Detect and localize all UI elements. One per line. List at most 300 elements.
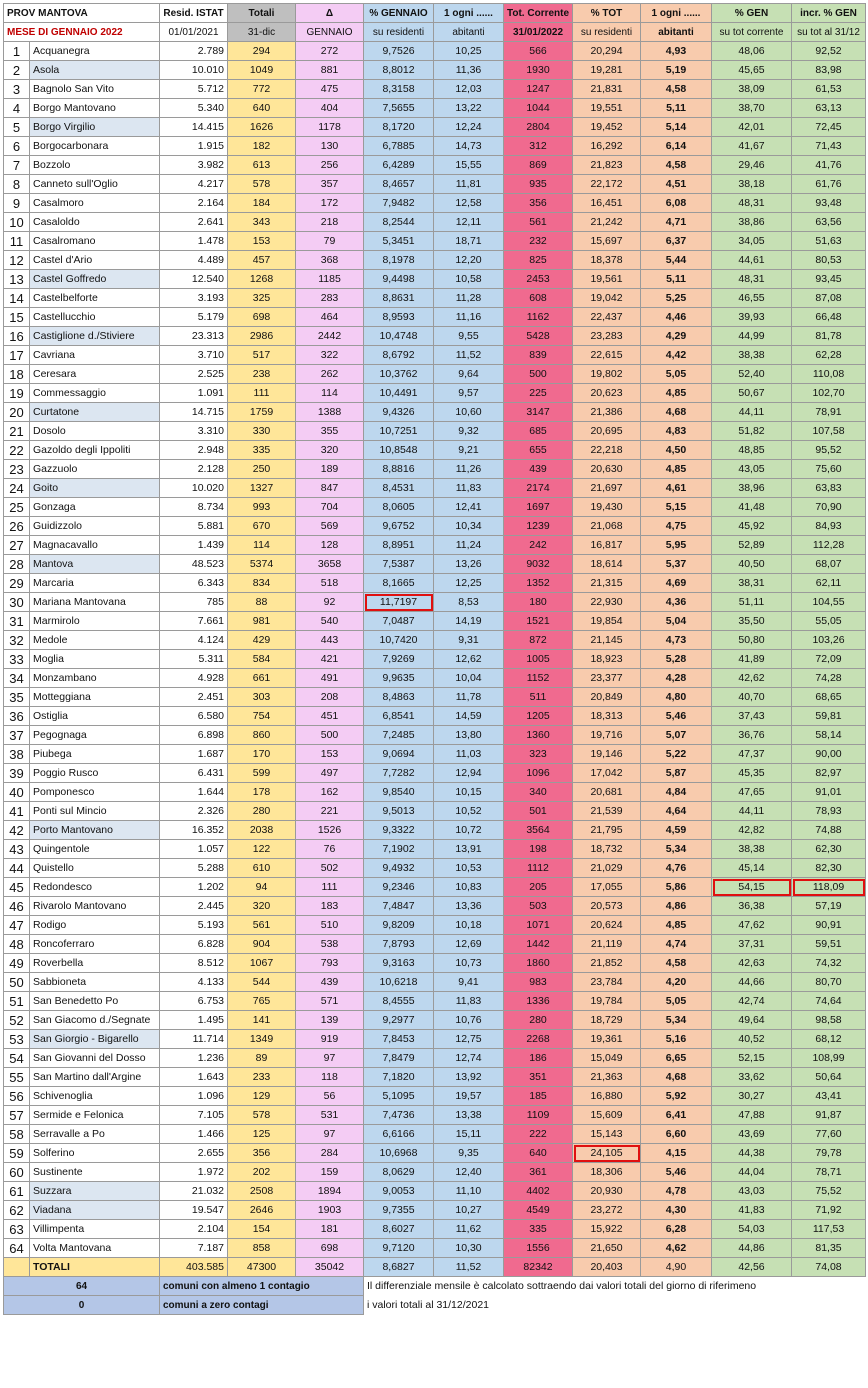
delta-gennaio: 464 <box>296 308 364 327</box>
pct-gen: 48,85 <box>712 441 792 460</box>
residents: 1.202 <box>160 878 228 897</box>
table-row <box>4 1030 866 1049</box>
row-number: 39 <box>4 764 30 783</box>
comune-name: Porto Mantovano <box>30 821 160 840</box>
totali-31dic: 1049 <box>228 61 296 80</box>
table-row <box>4 289 866 308</box>
uno-ogni-tot: 5,34 <box>641 1011 712 1030</box>
table-row <box>4 175 866 194</box>
totali-31dic: 325 <box>228 289 296 308</box>
comune-name: Castel Goffredo <box>30 270 160 289</box>
residents: 11.714 <box>160 1030 228 1049</box>
table-row <box>4 897 866 916</box>
pct-gennaio: 9,2346 <box>364 878 434 897</box>
uno-ogni-gennaio: 9,21 <box>434 441 504 460</box>
table-row <box>4 536 866 555</box>
uno-ogni-tot: 5,14 <box>641 118 712 137</box>
uno-ogni-tot: 4,64 <box>641 802 712 821</box>
tot-corrente: 1239 <box>504 517 573 536</box>
col-sub: 31-dic <box>228 23 296 42</box>
comune-name: Roverbella <box>30 954 160 973</box>
comune-name: Monzambano <box>30 669 160 688</box>
uno-ogni-gennaio: 11,16 <box>434 308 504 327</box>
delta-gennaio: 256 <box>296 156 364 175</box>
incr-pct-gen: 118,09 <box>792 878 866 897</box>
tot-corrente: 1109 <box>504 1106 573 1125</box>
pct-gen: 49,64 <box>712 1011 792 1030</box>
pct-gennaio: 9,3163 <box>364 954 434 973</box>
totali-31dic: 2646 <box>228 1201 296 1220</box>
tot-corrente: 280 <box>504 1011 573 1030</box>
residents: 8.734 <box>160 498 228 517</box>
uno-ogni-tot: 5,87 <box>641 764 712 783</box>
incr-pct-gen: 74,32 <box>792 954 866 973</box>
totali-31dic: 238 <box>228 365 296 384</box>
totali-31dic: 561 <box>228 916 296 935</box>
uno-ogni-tot: 4,36 <box>641 593 712 612</box>
delta-gennaio: 2442 <box>296 327 364 346</box>
totali-31dic: 94 <box>228 878 296 897</box>
pct-tot: 15,049 <box>573 1049 641 1068</box>
row-number: 16 <box>4 327 30 346</box>
pct-tot: 16,292 <box>573 137 641 156</box>
residents: 1.466 <box>160 1125 228 1144</box>
table-row <box>4 726 866 745</box>
pct-tot: 17,042 <box>573 764 641 783</box>
tot-corrente: 501 <box>504 802 573 821</box>
pct-tot: 20,624 <box>573 916 641 935</box>
table-row <box>4 251 866 270</box>
row-number: 35 <box>4 688 30 707</box>
pct-tot: 20,623 <box>573 384 641 403</box>
pct-gennaio: 8,4863 <box>364 688 434 707</box>
pct-gen: 43,05 <box>712 460 792 479</box>
tot-corrente: 222 <box>504 1125 573 1144</box>
table-row <box>4 346 866 365</box>
comune-name: Asola <box>30 61 160 80</box>
uno-ogni-tot: 5,86 <box>641 878 712 897</box>
pct-gen: 44,38 <box>712 1144 792 1163</box>
row-number: 49 <box>4 954 30 973</box>
pct-tot: 19,281 <box>573 61 641 80</box>
pct-gen: 36,38 <box>712 897 792 916</box>
pct-tot: 19,784 <box>573 992 641 1011</box>
incr-pct-gen: 87,08 <box>792 289 866 308</box>
tot-corrente: 1930 <box>504 61 573 80</box>
uno-ogni-tot: 6,41 <box>641 1106 712 1125</box>
pct-tot: 20,294 <box>573 42 641 61</box>
residents: 2.451 <box>160 688 228 707</box>
totali-31dic: 154 <box>228 1220 296 1239</box>
row-number: 27 <box>4 536 30 555</box>
pct-gennaio: 8,8816 <box>364 460 434 479</box>
totali-31dic: 640 <box>228 99 296 118</box>
pct-tot: 19,452 <box>573 118 641 137</box>
row-number: 30 <box>4 593 30 612</box>
comune-name: Rivarolo Mantovano <box>30 897 160 916</box>
tot-corrente: 839 <box>504 346 573 365</box>
uno-ogni-gennaio: 9,32 <box>434 422 504 441</box>
count-zero-cases: 0 <box>4 1296 160 1315</box>
comune-name: Rodigo <box>30 916 160 935</box>
pct-tot: 21,831 <box>573 80 641 99</box>
totali-31dic: 661 <box>228 669 296 688</box>
pct-tot: 23,272 <box>573 1201 641 1220</box>
table-row <box>4 745 866 764</box>
table-row <box>4 631 866 650</box>
pct-gennaio: 7,5387 <box>364 555 434 574</box>
totali-31dic: 2038 <box>228 821 296 840</box>
delta-gennaio: 1388 <box>296 403 364 422</box>
totali-31dic: 578 <box>228 175 296 194</box>
uno-ogni-gennaio: 11,28 <box>434 289 504 308</box>
delta-gennaio: 111 <box>296 878 364 897</box>
row-number: 53 <box>4 1030 30 1049</box>
table-row <box>4 327 866 346</box>
incr-pct-gen: 80,70 <box>792 973 866 992</box>
pct-tot: 18,732 <box>573 840 641 859</box>
row-number: 50 <box>4 973 30 992</box>
totali-31dic: 993 <box>228 498 296 517</box>
residents: 4.489 <box>160 251 228 270</box>
row-number: 11 <box>4 232 30 251</box>
incr-pct-gen: 50,64 <box>792 1068 866 1087</box>
comune-name: Poggio Rusco <box>30 764 160 783</box>
comune-name: Castellucchio <box>30 308 160 327</box>
label-zero-cases: comuni a zero contagi <box>160 1296 364 1315</box>
pct-gennaio: 10,6968 <box>364 1144 434 1163</box>
pct-gennaio: 7,9482 <box>364 194 434 213</box>
pct-gennaio: 9,4498 <box>364 270 434 289</box>
delta-gennaio: 92 <box>296 593 364 612</box>
table-row <box>4 1049 866 1068</box>
delta-gennaio: 404 <box>296 99 364 118</box>
pct-tot: 19,146 <box>573 745 641 764</box>
comune-name: Sustinente <box>30 1163 160 1182</box>
pct-tot: 20,573 <box>573 897 641 916</box>
incr-pct-gen: 104,55 <box>792 593 866 612</box>
pct-tot: 18,729 <box>573 1011 641 1030</box>
uno-ogni-tot: 4,46 <box>641 308 712 327</box>
uno-ogni-gennaio: 11,83 <box>434 992 504 1011</box>
delta-gennaio: 531 <box>296 1106 364 1125</box>
table-row <box>4 859 866 878</box>
pct-gennaio: 8,8631 <box>364 289 434 308</box>
pct-tot: 18,313 <box>573 707 641 726</box>
pct-tot: 23,784 <box>573 973 641 992</box>
pct-gennaio: 9,2977 <box>364 1011 434 1030</box>
residents: 2.655 <box>160 1144 228 1163</box>
tot-corrente: 983 <box>504 973 573 992</box>
residents: 14.415 <box>160 118 228 137</box>
uno-ogni-gennaio: 9,55 <box>434 327 504 346</box>
table-row <box>4 707 866 726</box>
totali-31dic: 1626 <box>228 118 296 137</box>
residents: 2.948 <box>160 441 228 460</box>
table-row <box>4 137 866 156</box>
residents: 8.512 <box>160 954 228 973</box>
incr-pct-gen: 70,90 <box>792 498 866 517</box>
tot-corrente: 439 <box>504 460 573 479</box>
uno-ogni-gennaio: 10,72 <box>434 821 504 840</box>
pct-gennaio: 7,5655 <box>364 99 434 118</box>
pct-gennaio: 10,7420 <box>364 631 434 650</box>
row-number: 2 <box>4 61 30 80</box>
pct-gennaio: 8,8012 <box>364 61 434 80</box>
residents: 7.105 <box>160 1106 228 1125</box>
incr-pct-gen: 93,48 <box>792 194 866 213</box>
row-number: 41 <box>4 802 30 821</box>
comune-name: Borgo Mantovano <box>30 99 160 118</box>
pct-tot: 15,697 <box>573 232 641 251</box>
pct-gen: 45,65 <box>712 61 792 80</box>
residents: 6.898 <box>160 726 228 745</box>
tot-corrente: 232 <box>504 232 573 251</box>
uno-ogni-gennaio: 19,57 <box>434 1087 504 1106</box>
comune-name: Casalromano <box>30 232 160 251</box>
pct-gennaio: 9,0694 <box>364 745 434 764</box>
uno-ogni-gennaio: 11,26 <box>434 460 504 479</box>
row-number: 55 <box>4 1068 30 1087</box>
delta-gennaio: 1178 <box>296 118 364 137</box>
residents: 1.644 <box>160 783 228 802</box>
month-label: MESE DI GENNAIO 2022 <box>4 23 160 42</box>
residents: 5.179 <box>160 308 228 327</box>
pct-gen: 36,76 <box>712 726 792 745</box>
uno-ogni-tot: 5,11 <box>641 270 712 289</box>
pct-tot: 21,145 <box>573 631 641 650</box>
residents: 3.310 <box>160 422 228 441</box>
totali-31dic: 114 <box>228 536 296 555</box>
tot-corrente: 225 <box>504 384 573 403</box>
tot-corrente: 340 <box>504 783 573 802</box>
delta-gennaio: 500 <box>296 726 364 745</box>
sheet-title: PROV MANTOVA <box>4 4 160 23</box>
delta-gennaio: 97 <box>296 1049 364 1068</box>
incr-pct-gen: 62,28 <box>792 346 866 365</box>
incr-pct-gen: 92,52 <box>792 42 866 61</box>
residents: 12.540 <box>160 270 228 289</box>
row-number: 4 <box>4 99 30 118</box>
totali-31dic: 184 <box>228 194 296 213</box>
delta-gennaio: 1526 <box>296 821 364 840</box>
pct-gen: 42,82 <box>712 821 792 840</box>
uno-ogni-tot: 4,58 <box>641 80 712 99</box>
delta-gennaio: 130 <box>296 137 364 156</box>
totals-row <box>4 1258 866 1277</box>
residents: 5.712 <box>160 80 228 99</box>
delta-gennaio: 847 <box>296 479 364 498</box>
delta-gennaio: 139 <box>296 1011 364 1030</box>
table-row <box>4 232 866 251</box>
pct-gennaio: 9,8209 <box>364 916 434 935</box>
comune-name: Guidizzolo <box>30 517 160 536</box>
pct-gennaio: 7,9269 <box>364 650 434 669</box>
tot-corrente: 566 <box>504 42 573 61</box>
table-row <box>4 802 866 821</box>
delta-gennaio: 704 <box>296 498 364 517</box>
uno-ogni-gennaio: 13,22 <box>434 99 504 118</box>
delta-gennaio: 208 <box>296 688 364 707</box>
pct-gennaio: 9,4326 <box>364 403 434 422</box>
pct-gen: 38,86 <box>712 213 792 232</box>
pct-tot: 21,242 <box>573 213 641 232</box>
header-row-2 <box>4 23 866 42</box>
uno-ogni-gennaio: 10,18 <box>434 916 504 935</box>
uno-ogni-gennaio: 10,04 <box>434 669 504 688</box>
comune-name: Redondesco <box>30 878 160 897</box>
delta-gennaio: 569 <box>296 517 364 536</box>
incr-pct-gen: 68,07 <box>792 555 866 574</box>
pct-gennaio: 10,4491 <box>364 384 434 403</box>
tot-corrente: 561 <box>504 213 573 232</box>
pct-tot: 21,119 <box>573 935 641 954</box>
table-row <box>4 1144 866 1163</box>
totali-31dic: 141 <box>228 1011 296 1030</box>
pct-tot: 20,681 <box>573 783 641 802</box>
uno-ogni-gennaio: 12,24 <box>434 118 504 137</box>
delta-gennaio: 284 <box>296 1144 364 1163</box>
tot-corrente: 1152 <box>504 669 573 688</box>
delta-gennaio: 128 <box>296 536 364 555</box>
tot-corrente: 640 <box>504 1144 573 1163</box>
tot-corrente: 1005 <box>504 650 573 669</box>
totali-31dic: 904 <box>228 935 296 954</box>
comune-name: Medole <box>30 631 160 650</box>
table-row <box>4 954 866 973</box>
delta-gennaio: 475 <box>296 80 364 99</box>
delta-gennaio: 443 <box>296 631 364 650</box>
pct-gennaio: 8,9593 <box>364 308 434 327</box>
uno-ogni-tot: 4,83 <box>641 422 712 441</box>
uno-ogni-tot: 4,85 <box>641 460 712 479</box>
table-row <box>4 403 866 422</box>
pct-tot: 23,283 <box>573 327 641 346</box>
uno-ogni-gennaio: 9,35 <box>434 1144 504 1163</box>
tot-corrente: 185 <box>504 1087 573 1106</box>
uno-ogni-tot: 4,74 <box>641 935 712 954</box>
totals-cell: 20,403 <box>573 1258 641 1277</box>
row-number: 3 <box>4 80 30 99</box>
residents: 1.057 <box>160 840 228 859</box>
tot-corrente: 1071 <box>504 916 573 935</box>
uno-ogni-tot: 4,29 <box>641 327 712 346</box>
uno-ogni-tot: 4,50 <box>641 441 712 460</box>
incr-pct-gen: 78,71 <box>792 1163 866 1182</box>
totali-31dic: 89 <box>228 1049 296 1068</box>
comune-name: Castelbelforte <box>30 289 160 308</box>
pct-tot: 20,630 <box>573 460 641 479</box>
pct-gennaio: 10,7251 <box>364 422 434 441</box>
tot-corrente: 1442 <box>504 935 573 954</box>
totali-31dic: 1268 <box>228 270 296 289</box>
tot-corrente: 1247 <box>504 80 573 99</box>
table-row <box>4 935 866 954</box>
tot-corrente: 872 <box>504 631 573 650</box>
delta-gennaio: 571 <box>296 992 364 1011</box>
delta-gennaio: 357 <box>296 175 364 194</box>
delta-gennaio: 698 <box>296 1239 364 1258</box>
uno-ogni-tot: 6,37 <box>641 232 712 251</box>
pct-gen: 45,35 <box>712 764 792 783</box>
incr-pct-gen: 72,45 <box>792 118 866 137</box>
pct-gennaio: 9,5013 <box>364 802 434 821</box>
row-number: 1 <box>4 42 30 61</box>
pct-gen: 44,66 <box>712 973 792 992</box>
uno-ogni-gennaio: 10,25 <box>434 42 504 61</box>
delta-gennaio: 491 <box>296 669 364 688</box>
row-number: 23 <box>4 460 30 479</box>
incr-pct-gen: 71,43 <box>792 137 866 156</box>
pct-gennaio: 6,6166 <box>364 1125 434 1144</box>
uno-ogni-gennaio: 13,36 <box>434 897 504 916</box>
uno-ogni-gennaio: 12,40 <box>434 1163 504 1182</box>
totali-31dic: 122 <box>228 840 296 859</box>
uno-ogni-gennaio: 14,73 <box>434 137 504 156</box>
incr-pct-gen: 112,28 <box>792 536 866 555</box>
pct-gen: 40,52 <box>712 1030 792 1049</box>
pct-tot: 21,363 <box>573 1068 641 1087</box>
residents: 2.525 <box>160 365 228 384</box>
uno-ogni-tot: 4,76 <box>641 859 712 878</box>
row-number: 21 <box>4 422 30 441</box>
comune-name: Goito <box>30 479 160 498</box>
pct-tot: 22,437 <box>573 308 641 327</box>
residents: 2.326 <box>160 802 228 821</box>
comune-name: Gazoldo degli Ippoliti <box>30 441 160 460</box>
tot-corrente: 361 <box>504 1163 573 1182</box>
residents: 1.495 <box>160 1011 228 1030</box>
pct-gen: 50,80 <box>712 631 792 650</box>
row-number: 8 <box>4 175 30 194</box>
pct-tot: 18,923 <box>573 650 641 669</box>
pct-gennaio: 7,8793 <box>364 935 434 954</box>
pct-gennaio: 8,3158 <box>364 80 434 99</box>
residents: 5.881 <box>160 517 228 536</box>
incr-pct-gen: 93,45 <box>792 270 866 289</box>
residents: 6.431 <box>160 764 228 783</box>
table-row <box>4 42 866 61</box>
totals-cell: 82342 <box>504 1258 573 1277</box>
uno-ogni-tot: 4,75 <box>641 517 712 536</box>
row-number: 63 <box>4 1220 30 1239</box>
row-number: 61 <box>4 1182 30 1201</box>
residents: 6.753 <box>160 992 228 1011</box>
pct-gennaio: 11,7197 <box>364 593 434 612</box>
tot-corrente: 198 <box>504 840 573 859</box>
comune-name: Magnacavallo <box>30 536 160 555</box>
totali-31dic: 125 <box>228 1125 296 1144</box>
row-number: 58 <box>4 1125 30 1144</box>
residents: 1.236 <box>160 1049 228 1068</box>
uno-ogni-gennaio: 10,30 <box>434 1239 504 1258</box>
comune-name: San Giacomo d./Segnate <box>30 1011 160 1030</box>
uno-ogni-gennaio: 10,73 <box>434 954 504 973</box>
uno-ogni-tot: 4,51 <box>641 175 712 194</box>
tot-corrente: 4402 <box>504 1182 573 1201</box>
incr-pct-gen: 83,98 <box>792 61 866 80</box>
pct-tot: 21,795 <box>573 821 641 840</box>
uno-ogni-tot: 4,93 <box>641 42 712 61</box>
table-row <box>4 821 866 840</box>
incr-pct-gen: 63,56 <box>792 213 866 232</box>
uno-ogni-gennaio: 11,83 <box>434 479 504 498</box>
uno-ogni-gennaio: 12,69 <box>434 935 504 954</box>
uno-ogni-tot: 5,05 <box>641 992 712 1011</box>
pct-gennaio: 8,4555 <box>364 992 434 1011</box>
totali-31dic: 1349 <box>228 1030 296 1049</box>
tot-corrente: 5428 <box>504 327 573 346</box>
